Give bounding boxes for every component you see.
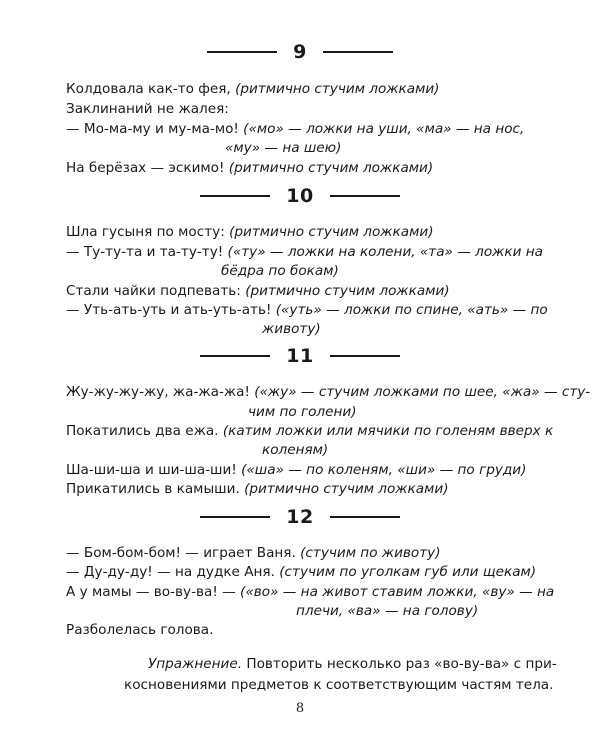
exercise-line-1: Упражнение. Повторить несколько раз «во-ву-ва» с при-: [148, 656, 557, 672]
verse-line: Ша-ши-ша и ши-ша-ши! («ша» — по коленям, «ши» — по груди): [66, 462, 527, 478]
verse-line: На берёзах — эскимо! (ритмично стучим ложками): [66, 160, 434, 176]
heading-rule-left: [200, 355, 270, 357]
verse-line: Разболелась голова.: [66, 622, 214, 638]
verse-line: Шла гусыня по мосту: (ритмично стучим ложками): [66, 224, 434, 240]
verse-line: Прикатились в камыши. (ритмично стучим ложками): [66, 481, 449, 497]
verse-note-continuation: плечи, «ва» — на голову): [296, 603, 479, 619]
verse-note-continuation: бёдра по бокам): [221, 263, 339, 279]
verse-line: Заклинаний не жалея:: [66, 101, 229, 117]
verse-line: — Уть-ать-уть и ать-уть-ать! («уть» — ложки по спине, «ать» — по: [66, 302, 548, 318]
heading-rule-left: [200, 516, 270, 518]
verse-line: — Ду-ду-ду! — на дудке Аня. (стучим по уголкам губ или щекам): [66, 564, 537, 580]
section-heading-12: [0, 505, 600, 529]
exercise-line-2: косновениями предметов к соответствующим частям тела.: [124, 677, 554, 693]
verse-line: Колдовала как-то фея, (ритмично стучим ложками): [66, 81, 440, 97]
section-heading-9: [0, 40, 600, 64]
verse-line: — Ту-ту-та и та-ту-ту! («ту» — ложки на колени, «та» — ложки на: [66, 244, 544, 260]
verse-line: Покатились два ежа. (катим ложки или мячики по голеням вверх к: [66, 423, 554, 439]
verse-line: — Бом-бом-бом! — играет Ваня. (стучим по животу): [66, 545, 441, 561]
verse-line: А у мамы — во-ву-ва! — («во» — на живот ставим ложки, «ву» — на: [66, 584, 555, 600]
heading-rule-left: [200, 195, 270, 197]
verse-note-continuation: «му» — на шею): [225, 140, 342, 156]
section-number: 9: [293, 41, 307, 63]
verse-line: — Мо-ма-му и му-ма-мо! («мо» — ложки на уши, «ма» — на нос,: [66, 121, 525, 137]
verse-note-continuation: коленям): [262, 442, 329, 458]
heading-rule-right: [330, 195, 400, 197]
section-heading-11: [0, 344, 600, 368]
verse-note-continuation: чим по голени): [248, 404, 357, 420]
section-number: 10: [286, 185, 314, 207]
heading-rule-right: [330, 516, 400, 518]
page-number: 8: [295, 701, 305, 716]
verse-note-continuation: животу): [262, 321, 321, 337]
verse-line: Стали чайки подпевать: (ритмично стучим ложками): [66, 283, 450, 299]
heading-rule-right: [323, 51, 393, 53]
verse-line: Жу-жу-жу-жу, жа-жа-жа! («жу» — стучим ложками по шее, «жа» — сту-: [66, 384, 591, 400]
section-number: 12: [286, 506, 314, 528]
exercise-label: Упражнение.: [148, 656, 243, 672]
section-number: 11: [286, 345, 314, 367]
heading-rule-right: [330, 355, 400, 357]
heading-rule-left: [207, 51, 277, 53]
section-heading-10: [0, 184, 600, 208]
